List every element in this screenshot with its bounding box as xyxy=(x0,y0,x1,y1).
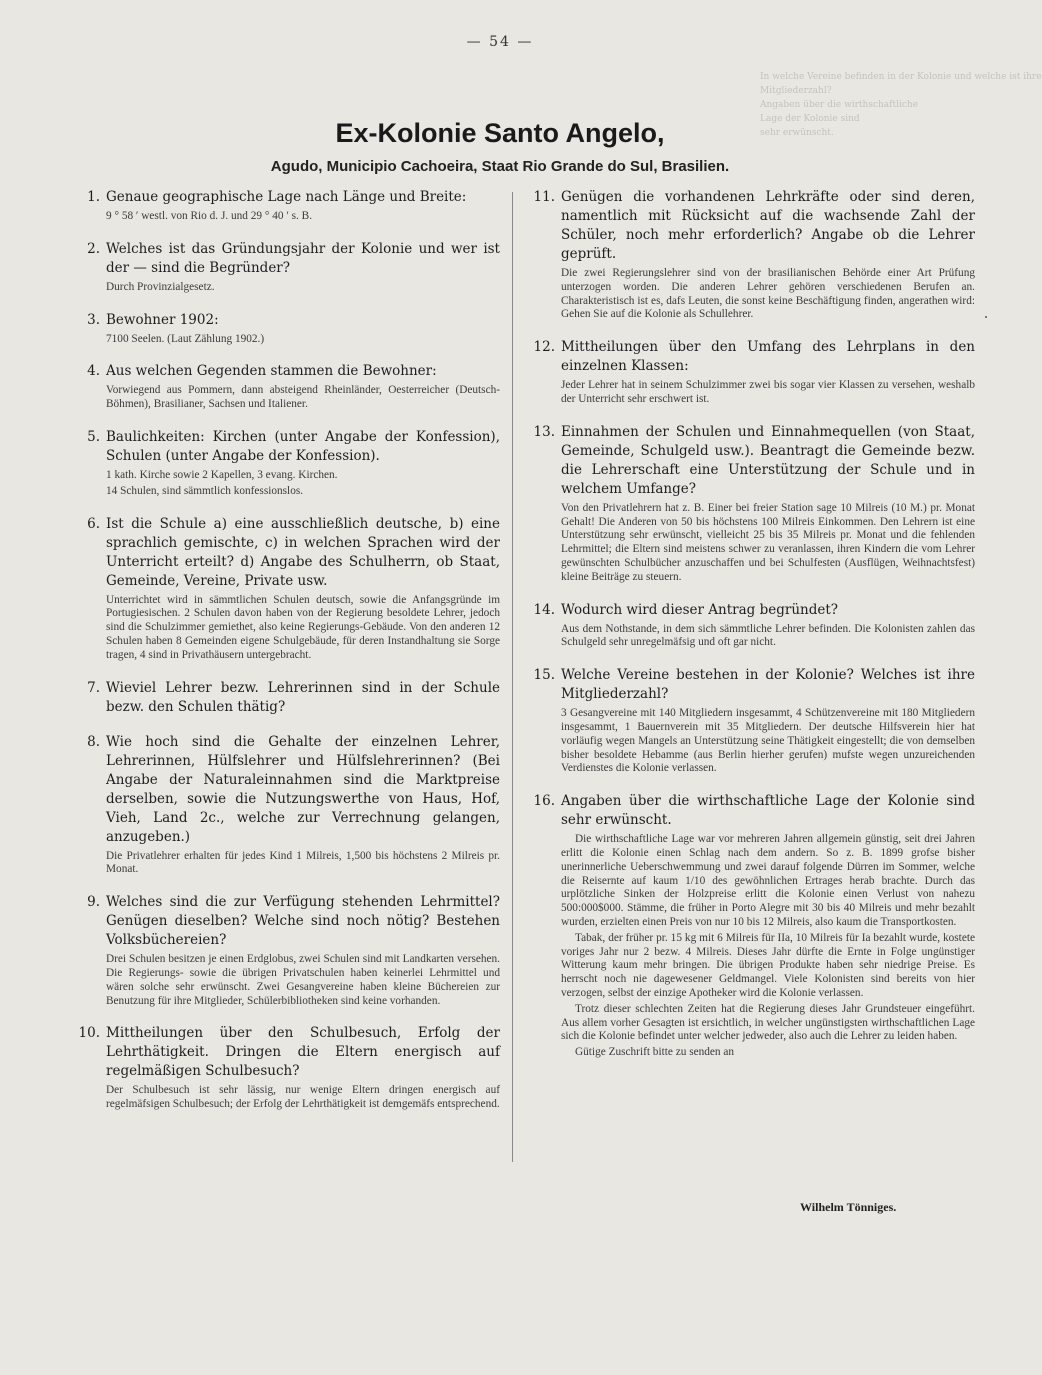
question xyxy=(525,338,975,376)
answer-paragraph: Tabak, der früher pr. 15 kg mit 6 Milreis für IIa, 10 Milreis für Ia bezahlt wurde, kostete voriges Jahr nur 2 bezw. 4 Milreis. Dieses Jahr dürfte die Ernte in Folge ungünstiger Witterung kaum mehr bringen. Die übrigen Produkte haben sehr niedrige Preise. Es herrscht noch nie dagewesener Geldmangel. Viele Kolonisten sind bereits von hier verzogen, selbst der einzige Apotheker wird die Kolonie verlassen. xyxy=(561,931,975,999)
answer-paragraph: Jeder Lehrer hat in seinem Schulzimmer zwei bis sogar vier Klassen zu versehen, weshalb der Unterricht sehr erschwert ist. xyxy=(561,379,975,405)
question xyxy=(525,423,975,499)
question-text: Wie hoch sind die Gehalte der einzelnen Lehrer, Lehrerinnen, Hülfslehrer und Hülfslehrerinnen? (Bei Angabe der Naturaleinnahmen sind die Marktpreise derselben, sowie die Nutzungswerthe von Haus, Hof, Vieh, Land 2c., welche zur Verrechnung gelangen, anzugeben.) xyxy=(106,733,500,845)
answer-paragraph: Unterrichtet wird in sämmtlichen Schulen deutsch, sowie die Anfangsgründe im Portugiesischen. 2 Schulen davon haben von der Regierung besoldete Lehrer, jedoch sind die Schulzimmer gemiethet, also keine Regierungs-Gebäude. Von den anderen 12 Schulen haben 8 Gemeinden eigene Schulgebäude, für deren Instandhaltung sie Sorge tragen, 4 sind in Privathäusern untergebracht. xyxy=(106,593,500,661)
question-section xyxy=(525,338,975,407)
question xyxy=(70,311,500,330)
answer-paragraph: Vorwiegend aus Pommern, dann absteigend Rheinländer, Oesterreicher (Deutsch-Böhmen), Brasilianer, Sachsen und Italiener. xyxy=(106,384,500,411)
question-text: Genaue geographische Lage nach Länge und Breite: xyxy=(106,189,467,205)
question-section xyxy=(525,423,975,585)
answer-paragraph: 9 ° 58 ′ westl. von Rio d. J. und 29 ° 40 ′ s. B. xyxy=(106,210,313,222)
question-number: 14. xyxy=(533,601,555,618)
question-section xyxy=(70,733,500,878)
answer-paragraph: 1 kath. Kirche sowie 2 Kapellen, 3 evang. Kirchen. xyxy=(106,468,338,481)
question-text: Wieviel Lehrer bezw. Lehrerinnen sind in der Schule bezw. den Schulen thätig? xyxy=(106,679,500,715)
answer xyxy=(106,469,500,499)
question xyxy=(70,240,500,278)
answer-paragraph: Durch Provinzialgesetz. xyxy=(106,280,215,293)
bleed-line: Lage der Kolonie sind xyxy=(760,114,860,124)
question-number: 11. xyxy=(533,189,555,205)
answer xyxy=(106,594,500,663)
question-number: 4. xyxy=(87,363,100,380)
question-number: 2. xyxy=(87,240,100,257)
question-section xyxy=(70,679,500,717)
question-text: Mittheilungen über den Umfang des Lehrplans in den einzelnen Klassen: xyxy=(561,339,975,375)
question xyxy=(70,515,500,591)
signature: Wilhelm Tönniges. xyxy=(800,1200,897,1214)
question-section xyxy=(70,188,500,224)
question xyxy=(70,1024,500,1081)
question-text: Welches ist das Gründungsjahr der Kolonie und wer ist der — sind die Begründer? xyxy=(106,240,500,276)
left-column xyxy=(70,188,500,1128)
question-number: 6. xyxy=(87,515,100,532)
answer-paragraph: Trotz dieser schlechten Zeiten hat die Regierung dieses Jahr Grundsteuer eingeführt. Aus allem vorher Gesagten ist ersichtlich, in welcher ungünstigsten wirthschaftlichen Lage sich die Kolonie befindet unter welcher jedweder, also auch die Lehrer zu leiden haben. xyxy=(561,1002,975,1043)
question xyxy=(70,188,500,207)
question-section xyxy=(525,601,975,651)
answer-paragraph: Der Schulbesuch ist sehr lässig, nur wenige Eltern dringen energisch auf regelmäfsigen Schulbesuch; der Erfolg der Lehrthätigkeit ist demgemäfs entsprechend. xyxy=(106,1084,500,1111)
question-section xyxy=(70,240,500,295)
question-text: Welches sind die zur Verfügung stehenden Lehrmittel? Genügen dieselben? Welche sind noch nötig? Bestehen Volksbüchereien? xyxy=(106,894,500,949)
question-text: Bewohner 1902: xyxy=(106,311,219,328)
question-number: 7. xyxy=(87,679,100,696)
bleed-line: In welche Vereine befinden in der Kolonie und welche ist ihre xyxy=(760,72,1042,82)
question-text: Wodurch wird dieser Antrag begründet? xyxy=(561,601,839,618)
bleed-line: Angaben über die wirthschaftliche xyxy=(760,100,919,110)
answer xyxy=(106,850,500,878)
answer xyxy=(561,707,975,776)
answer xyxy=(106,1084,500,1112)
page-number: — 54 — xyxy=(466,34,534,50)
page-subtitle: Agudo, Municipio Cachoeira, Staat Rio Grande do Sul, Brasilien. xyxy=(270,158,730,175)
question xyxy=(525,792,975,830)
question-number: 8. xyxy=(87,733,100,750)
question-text: Aus welchen Gegenden stammen die Bewohner: xyxy=(106,363,437,380)
print-speck xyxy=(985,316,987,318)
bleed-line: Mitgliederzahl? xyxy=(760,86,832,96)
answer-paragraph: Aus dem Nothstande, in dem sich sämmtliche Lehrer befinden. Die Kolonisten zahlen das Schulgeld sehr unregelmäfsig und oft gar nicht. xyxy=(561,622,975,649)
question-section xyxy=(525,666,975,776)
question-number: 3. xyxy=(87,311,100,328)
question-number: 15. xyxy=(533,667,555,684)
question xyxy=(525,188,975,264)
question-section xyxy=(525,188,975,322)
question-number: 16. xyxy=(533,793,555,810)
answer-paragraph: 3 Gesangvereine mit 140 Mitgliedern insgesammt, 4 Schützenvereine mit 180 Mitgliedern insgesammt, 1 Bauernverein mit 35 Mitgliedern. Der deutsche Hilfsverein hier hat vorläufig wegen Mangels an Unterstützung seine Thätigkeit eingestellt; die von demselben bisher besoldete Hebamme (aus Berlin hierher gerufen) mufste wegen unzureichenden Verdienstes die Kolonie verlassen. xyxy=(561,707,975,775)
question xyxy=(70,362,500,381)
column-divider xyxy=(512,192,513,1162)
question xyxy=(70,733,500,847)
question-section xyxy=(70,1024,500,1112)
answer-paragraph: Drei Schulen besitzen je einen Erdglobus, zwei Schulen sind mit Landkarten versehen. Die Regierungs- sowie die übrigen Privatschulen haben keinerlei Lehrmittel und wären solche sehr erwünscht. Zwei Gesangvereine haben kleine Büchereien zur Benutzung für ihre Mitglieder, Schülerbibliotheken sind keine vorhanden. xyxy=(106,953,500,1007)
answer xyxy=(561,623,975,651)
question-text: Welche Vereine bestehen in der Kolonie? Welches ist ihre Mitgliederzahl? xyxy=(561,667,975,703)
question-number: 5. xyxy=(87,428,100,445)
question-section xyxy=(70,428,500,499)
answer-paragraph: Von den Privatlehrern hat z. B. Einer bei freier Station sage 10 Milreis (10 M.) pr. Monat Gehalt! Die Anderen von 50 bis höchstens 100 Milreis Einkommen. Den Lehrern ist eine Unterstützung sehr erwünscht, vielleicht 25 bis 35 Milreis pr. Monat und die fehlenden Lehrmittel; die Eltern sind meistens schwer zu veranlassen, ihren Kindern die vom Lehrer gewünschten Schulbücher anzuschaffen und bei Schulfesten (Ausflügen, Weihnachtsfest) kleine Beiträge zu steuern. xyxy=(561,501,975,583)
question-number: 9. xyxy=(87,894,100,911)
answer-paragraph: 14 Schulen, sind sämmtlich konfessionslos. xyxy=(106,484,304,497)
question-number: 1. xyxy=(87,189,100,205)
question xyxy=(70,428,500,466)
answer xyxy=(561,267,975,322)
answer xyxy=(106,210,500,224)
question-section xyxy=(70,893,500,1008)
answer xyxy=(561,379,975,407)
question-text: Angaben über die wirthschaftliche Lage der Kolonie sind sehr erwünscht. xyxy=(561,793,975,829)
question xyxy=(525,601,975,620)
answer xyxy=(106,384,500,412)
answer xyxy=(106,953,500,1008)
answer xyxy=(561,502,975,585)
question-section xyxy=(70,311,500,347)
question-text: Ist die Schule a) eine ausschließlich deutsche, b) eine sprachlich gemischte, c) in welchen Sprachen wird der Unterricht erteilt? d) Angabe des Schulherrn, ob Staat, Gemeinde, Vereine, Private usw. xyxy=(106,515,500,589)
answer-paragraph: Gütige Zuschrift bitte zu senden an xyxy=(575,1046,735,1059)
question xyxy=(70,893,500,950)
answer-paragraph: 7100 Seelen. (Laut Zählung 1902.) xyxy=(106,332,265,345)
answer xyxy=(561,833,975,1060)
question-text: Baulichkeiten: Kirchen (unter Angabe der Konfession), Schulen (unter Angabe der Konfession). xyxy=(106,428,500,464)
answer-paragraph: Die wirthschaftliche Lage war vor mehreren Jahren allgemein günstig, seit drei Jahren erlitt die Kolonie einen Schlag nach dem andern. So z. B. 1899 grofse bisher unerinnerliche Ueberschwemmung und zwei darauf folgende Dürren im Sommer, welche die Reisernte auf kaum 1/10 des gewöhnlichen Ertrages herab brachte. Durch das urplötzliche Sinken der Holzpreise erlitt die Kolonie einen Verlust von nahezu 500:000$000. Stämme, die früher in Porto Alegre mit 30 bis 40 Milreis und mehr bezahlt wurden, erzielten einen Preis von nur 10 bis 12 Milreis, also kaum die Transportkosten. xyxy=(561,833,975,928)
answer xyxy=(106,281,500,295)
question-section xyxy=(525,792,975,1060)
answer-paragraph: Die Privatlehrer erhalten für jedes Kind 1 Milreis, 1,500 bis höchstens 2 Milreis pr. Monat. xyxy=(106,849,500,876)
question xyxy=(70,679,500,717)
question xyxy=(525,666,975,704)
question-section xyxy=(70,515,500,663)
question-section xyxy=(70,362,500,412)
bleed-line: sehr erwünscht. xyxy=(760,128,834,138)
question-text: Mittheilungen über den Schulbesuch, Erfolg der Lehrthätigkeit. Dringen die Eltern energisch auf regelmäßigen Schulbesuch? xyxy=(106,1025,500,1080)
answer-paragraph: Die zwei Regierungslehrer sind von der brasilianischen Behörde einer Art Prüfung unterzogen worden. Die anderen Lehrer gehören verschiedenen Berufen an. Charakteristisch ist es, dafs Leuten, die sonst keine Beschäftigung finden, angerathen wird: Gehen Sie auf die Kolonie als Schullehrer. xyxy=(561,267,975,321)
page-title: Ex-Kolonie Santo Angelo, xyxy=(335,118,665,148)
question-number: 13. xyxy=(533,423,555,440)
question-number: 10. xyxy=(78,1025,100,1042)
question-number: 12. xyxy=(533,339,555,356)
answer xyxy=(106,333,500,347)
right-column xyxy=(525,188,975,1076)
question-text: Einnahmen der Schulen und Einnahmequellen (von Staat, Gemeinde, Schulgeld usw.). Beantragt die Gemeinde bezw. die Lehrerschaft eine Unterstützung der Schule und in welchem Umfange? xyxy=(561,423,975,497)
question-text: Genügen die vorhandenen Lehrkräfte oder sind deren, namentlich mit Rücksicht auf die wachsende Zahl der Schüler, noch mehr erforderlich? Angabe ob die Lehrer geprüft. xyxy=(561,189,975,262)
